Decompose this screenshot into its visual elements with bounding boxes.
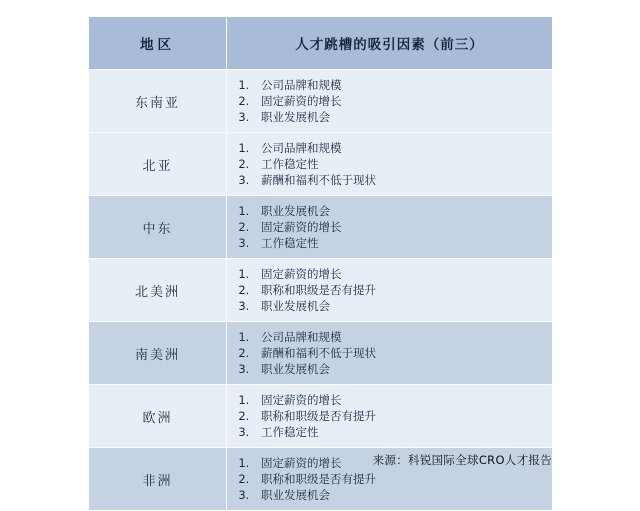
- table-body: [89, 70, 553, 511]
- factor-list: [227, 329, 552, 377]
- factor-item: 3. 职业发展机会: [253, 298, 552, 314]
- region-cell: 欧洲: [89, 385, 227, 448]
- factor-item: 2. 职称和职级是否有提升: [253, 408, 552, 424]
- factors-cell: [227, 133, 553, 196]
- table-header-row: [89, 17, 553, 70]
- factor-item: 2. 固定薪资的增长: [253, 93, 552, 109]
- factor-item: 3. 职业发展机会: [253, 109, 552, 125]
- factors-cell: [227, 385, 553, 448]
- region-cell: 中东: [89, 196, 227, 259]
- factor-item: 3. 职业发展机会: [253, 361, 552, 377]
- table-header: [89, 17, 553, 70]
- factor-item: 1. 固定薪资的增长: [253, 266, 552, 282]
- table-row: [89, 70, 553, 133]
- factor-item: 3. 工作稳定性: [253, 424, 552, 440]
- factor-item: 1. 公司品牌和规模: [253, 77, 552, 93]
- region-cell: 非洲: [89, 448, 227, 511]
- region-cell: 北美洲: [89, 259, 227, 322]
- factors-cell: [227, 196, 553, 259]
- column-header-factors: 人才跳槽的吸引因素（前三）: [227, 17, 553, 70]
- factor-item: 2. 工作稳定性: [253, 156, 552, 172]
- factor-item: 3. 工作稳定性: [253, 235, 552, 251]
- column-header-region: 地区: [89, 17, 227, 70]
- talent-factors-table-container: [88, 16, 552, 511]
- factor-list: [227, 392, 552, 440]
- factors-cell: [227, 259, 553, 322]
- table-row: [89, 133, 553, 196]
- factor-item: 1. 公司品牌和规模: [253, 329, 552, 345]
- factor-item: 2. 固定薪资的增长: [253, 219, 552, 235]
- region-cell: 北亚: [89, 133, 227, 196]
- factor-item: 1. 公司品牌和规模: [253, 140, 552, 156]
- factor-item: 2. 职称和职级是否有提升: [253, 471, 552, 487]
- table-row: [89, 196, 553, 259]
- table-row: [89, 385, 553, 448]
- region-cell: 东南亚: [89, 70, 227, 133]
- factor-item: 3. 职业发展机会: [253, 487, 552, 503]
- factor-item: 1. 固定薪资的增长: [253, 455, 552, 471]
- factor-item: 1. 固定薪资的增长: [253, 392, 552, 408]
- factor-item: 2. 薪酬和福利不低于现状: [253, 345, 552, 361]
- factor-item: 1. 职业发展机会: [253, 203, 552, 219]
- factor-list: [227, 140, 552, 188]
- source-caption: 来源：科锐国际全球CRO人才报告: [372, 453, 552, 467]
- talent-factors-table: [88, 16, 553, 511]
- factor-list: [227, 203, 552, 251]
- region-cell: 南美洲: [89, 322, 227, 385]
- factors-cell: [227, 322, 553, 385]
- factors-cell: [227, 70, 553, 133]
- table-row: [89, 322, 553, 385]
- factor-list: [227, 77, 552, 125]
- factor-item: 2. 职称和职级是否有提升: [253, 282, 552, 298]
- factor-item: 3. 薪酬和福利不低于现状: [253, 172, 552, 188]
- factor-list: [227, 266, 552, 314]
- table-row: [89, 259, 553, 322]
